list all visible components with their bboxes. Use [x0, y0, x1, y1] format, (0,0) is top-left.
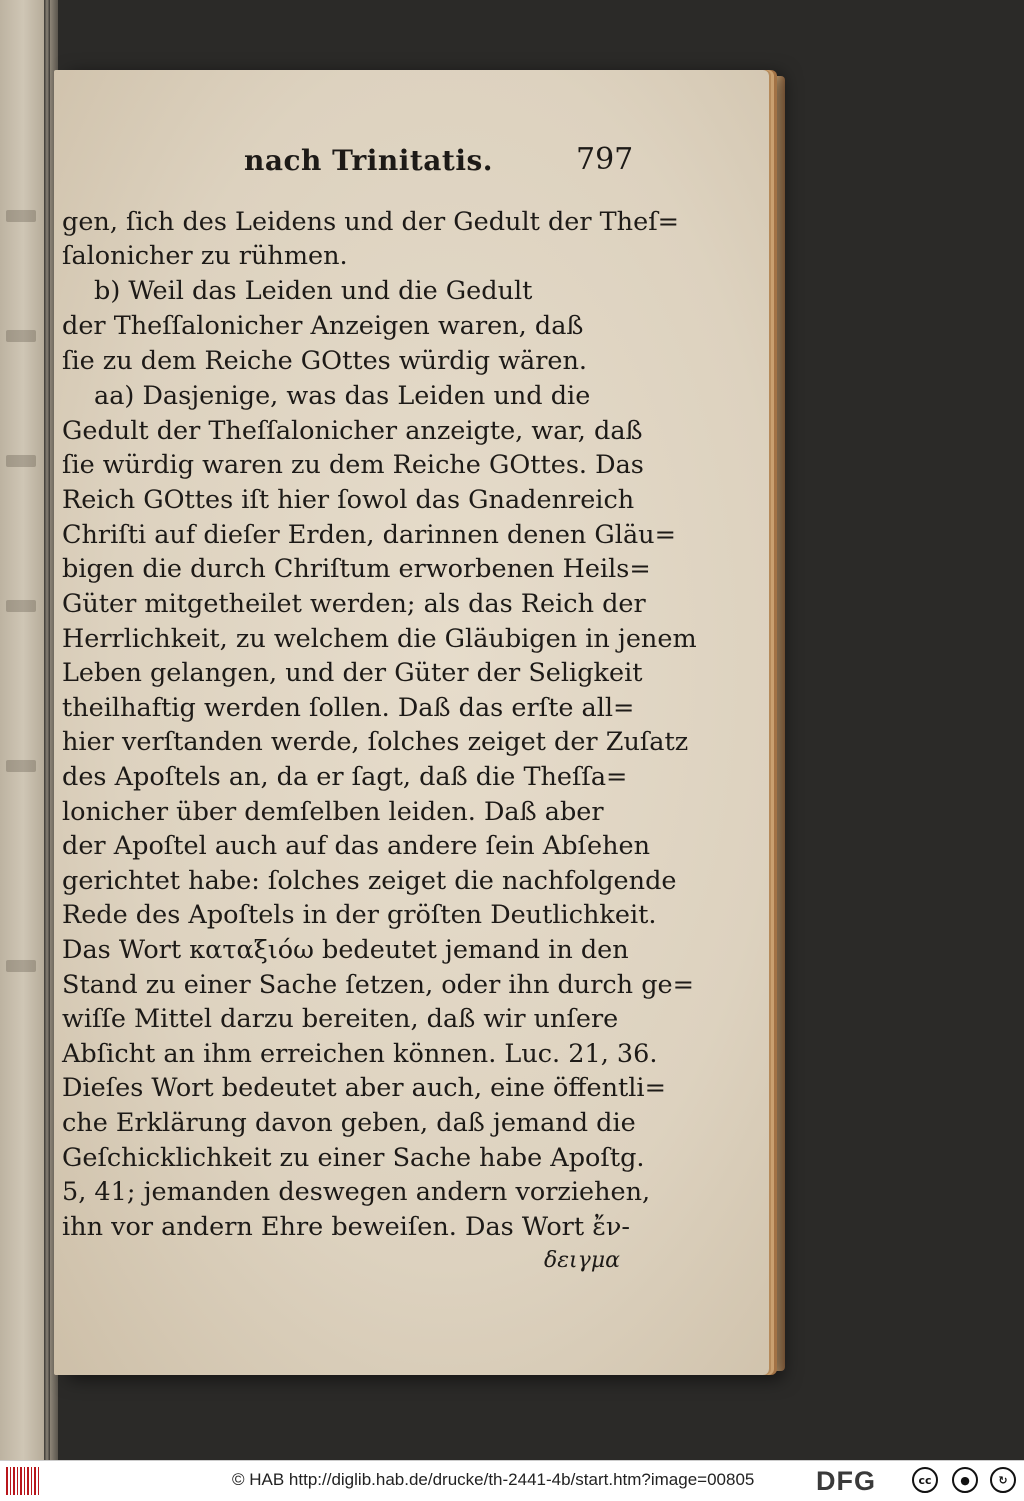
sa-icon: ↻ [990, 1467, 1016, 1493]
text-line: hier verſtanden werde, ſolches zeiget der Zuſatz [62, 727, 689, 757]
text-line: gen, ſich des Leidens und der Gedult der Theſ= [62, 207, 680, 237]
text-line: Herrlichkeit, zu welchem die Gläubigen in jenem [62, 624, 697, 654]
barcode-icon [6, 1467, 40, 1495]
text-line: ihn vor andern Ehre beweiſen. Das Wort ἔν- [62, 1212, 631, 1242]
text-line: ſie zu dem Reiche GOttes würdig wären. [62, 346, 588, 376]
text-line: Rede des Apoſtels in der gröſten Deutlichkeit. [62, 900, 657, 930]
text-line: der Apoſtel auch auf das andere ſein Abſehen [62, 831, 651, 861]
page-header [54, 144, 634, 184]
text-line: Dieſes Wort bedeutet aber auch, eine öffentli= [62, 1073, 666, 1103]
by-icon: ● [952, 1467, 978, 1493]
text-line: wiſſe Mittel darzu bereiten, daß wir unſere [62, 1004, 619, 1034]
cc-icon: cc [912, 1467, 938, 1493]
left-leaf-mark [6, 330, 36, 342]
text-line: ſie würdig waren zu dem Reiche GOttes. Das [62, 450, 644, 480]
text-line: Güter mitgetheilet werden; als das Reich der [62, 589, 646, 619]
text-line: Chriſti auf dieſer Erden, darinnen denen Gläu= [62, 520, 676, 550]
left-leaf-mark [6, 600, 36, 612]
license-badge[interactable] [912, 1466, 1018, 1496]
page-fore-edge [769, 76, 785, 1371]
text-line: Leben gelangen, und der Güter der Seligkeit [62, 658, 643, 688]
text-line: bigen die durch Chriſtum erworbenen Heils= [62, 554, 651, 584]
text-line: aa) Dasjenige, was das Leiden und die [94, 381, 591, 411]
text-line: theilhaftig werden ſollen. Daß das erſte all= [62, 693, 635, 723]
text-line: der Theſſalonicher Anzeigen waren, daß [62, 311, 584, 341]
left-leaf-mark [6, 760, 36, 772]
left-leaf-mark [6, 210, 36, 222]
text-line: Gedult der Theſſalonicher anzeigte, war, daß [62, 416, 643, 446]
catchword: δειγμα [544, 1248, 620, 1273]
text-line: lonicher über demſelben leiden. Daß aber [62, 797, 604, 827]
text-line: Das Wort καταξιόω bedeutet jemand in den [62, 935, 629, 965]
text-line: 5, 41; jemanden deswegen andern vorziehen, [62, 1177, 651, 1207]
text-line: Reich GOttes iſt hier ſowol das Gnadenreich [62, 485, 635, 515]
source-link[interactable]: © HAB http://diglib.hab.de/drucke/th-2441-4b/start.htm?image=00805 [232, 1470, 755, 1489]
running-title: nach Trinitatis. [244, 144, 493, 177]
viewer-footer [0, 1460, 1024, 1501]
page-number: 797 [576, 142, 634, 177]
text-line: Geſchicklichkeit zu einer Sache habe Apoſtg. [62, 1143, 645, 1173]
dfg-logo: DFG [816, 1466, 876, 1496]
left-leaf-mark [6, 960, 36, 972]
left-leaf-mark [6, 455, 36, 467]
text-line: Abſicht an ihm erreichen können. Luc. 21, 36. [62, 1039, 658, 1069]
book-page [54, 70, 769, 1375]
text-line: Stand zu einer Sache ſetzen, oder ihn durch ge= [62, 970, 694, 1000]
book-spine [44, 0, 50, 1460]
text-line: b) Weil das Leiden und die Gedult [94, 276, 533, 306]
text-line: des Apoſtels an, da er ſagt, daß die Theſſa= [62, 762, 628, 792]
text-line: ſalonicher zu rühmen. [62, 241, 348, 271]
text-line: gerichtet habe: ſolches zeiget die nachfolgende [62, 866, 677, 896]
text-line: che Erklärung davon geben, daß jemand die [62, 1108, 636, 1138]
